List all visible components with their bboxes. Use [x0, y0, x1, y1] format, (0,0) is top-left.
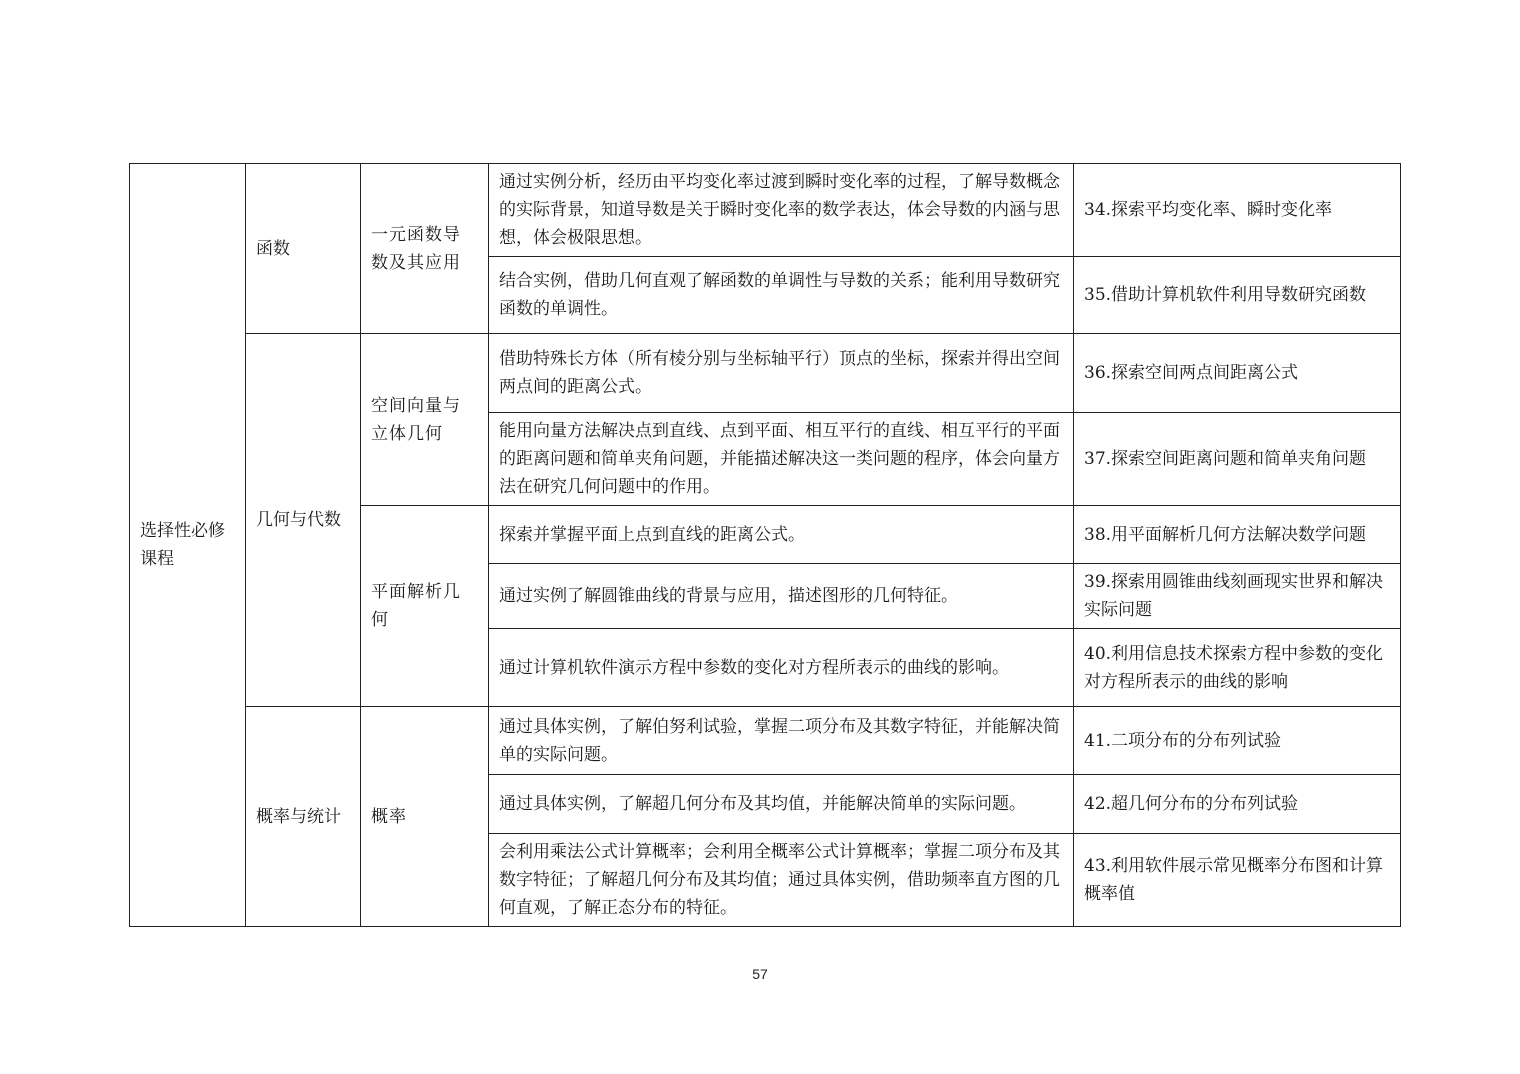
topic-cell-derivatives: 一元函数导数及其应用 — [361, 164, 489, 334]
requirement-cell: 能用向量方法解决点到直线、点到平面、相互平行的直线、相互平行的平面的距离问题和简单夹角问题，并能描述解决这一类问题的程序，体会向量方法在研究几何问题中的作用。 — [489, 413, 1074, 506]
activity-cell: 43.利用软件展示常见概率分布图和计算概率值 — [1074, 834, 1401, 927]
subject-cell-geometry-algebra: 几何与代数 — [246, 334, 361, 707]
requirement-cell: 通过具体实例，了解超几何分布及其均值，并能解决简单的实际问题。 — [489, 775, 1074, 834]
subject-cell-functions: 函数 — [246, 164, 361, 334]
requirement-cell: 通过实例了解圆锥曲线的背景与应用，描述图形的几何特征。 — [489, 564, 1074, 629]
requirement-cell: 会利用乘法公式计算概率；会利用全概率公式计算概率；掌握二项分布及其数字特征；了解超几何分布及其均值；通过具体实例，借助频率直方图的几何直观，了解正态分布的特征。 — [489, 834, 1074, 927]
table-row — [130, 334, 1401, 413]
requirement-cell: 通过具体实例，了解伯努利试验，掌握二项分布及其数字特征，并能解决简单的实际问题。 — [489, 707, 1074, 775]
topic-cell-plane-analytic-geometry: 平面解析几何 — [361, 506, 489, 707]
curriculum-table — [129, 163, 1401, 927]
course-category-cell: 选择性必修课程 — [130, 164, 246, 927]
activity-cell: 41.二项分布的分布列试验 — [1074, 707, 1401, 775]
requirement-cell: 探索并掌握平面上点到直线的距离公式。 — [489, 506, 1074, 564]
topic-cell-probability: 概率 — [361, 707, 489, 927]
requirement-cell: 借助特殊长方体（所有棱分别与坐标轴平行）顶点的坐标，探索并得出空间两点间的距离公式。 — [489, 334, 1074, 413]
table-row — [130, 707, 1401, 775]
activity-cell: 38.用平面解析几何方法解决数学问题 — [1074, 506, 1401, 564]
activity-cell: 40.利用信息技术探索方程中参数的变化对方程所表示的曲线的影响 — [1074, 629, 1401, 707]
activity-cell: 39.探索用圆锥曲线刻画现实世界和解决实际问题 — [1074, 564, 1401, 629]
requirement-cell: 结合实例，借助几何直观了解函数的单调性与导数的关系；能利用导数研究函数的单调性。 — [489, 257, 1074, 334]
subject-cell-probability-statistics: 概率与统计 — [246, 707, 361, 927]
requirement-cell: 通过实例分析，经历由平均变化率过渡到瞬时变化率的过程，了解导数概念的实际背景，知道导数是关于瞬时变化率的数学表达，体会导数的内涵与思想，体会极限思想。 — [489, 164, 1074, 257]
table-row — [130, 164, 1401, 257]
requirement-cell: 通过计算机软件演示方程中参数的变化对方程所表示的曲线的影响。 — [489, 629, 1074, 707]
activity-cell: 42.超几何分布的分布列试验 — [1074, 775, 1401, 834]
activity-cell: 35.借助计算机软件利用导数研究函数 — [1074, 257, 1401, 334]
activity-cell: 37.探索空间距离问题和简单夹角问题 — [1074, 413, 1401, 506]
topic-cell-space-vectors: 空间向量与立体几何 — [361, 334, 489, 506]
activity-cell: 36.探索空间两点间距离公式 — [1074, 334, 1401, 413]
activity-cell: 34.探索平均变化率、瞬时变化率 — [1074, 164, 1401, 257]
page-number: 57 — [752, 966, 768, 982]
